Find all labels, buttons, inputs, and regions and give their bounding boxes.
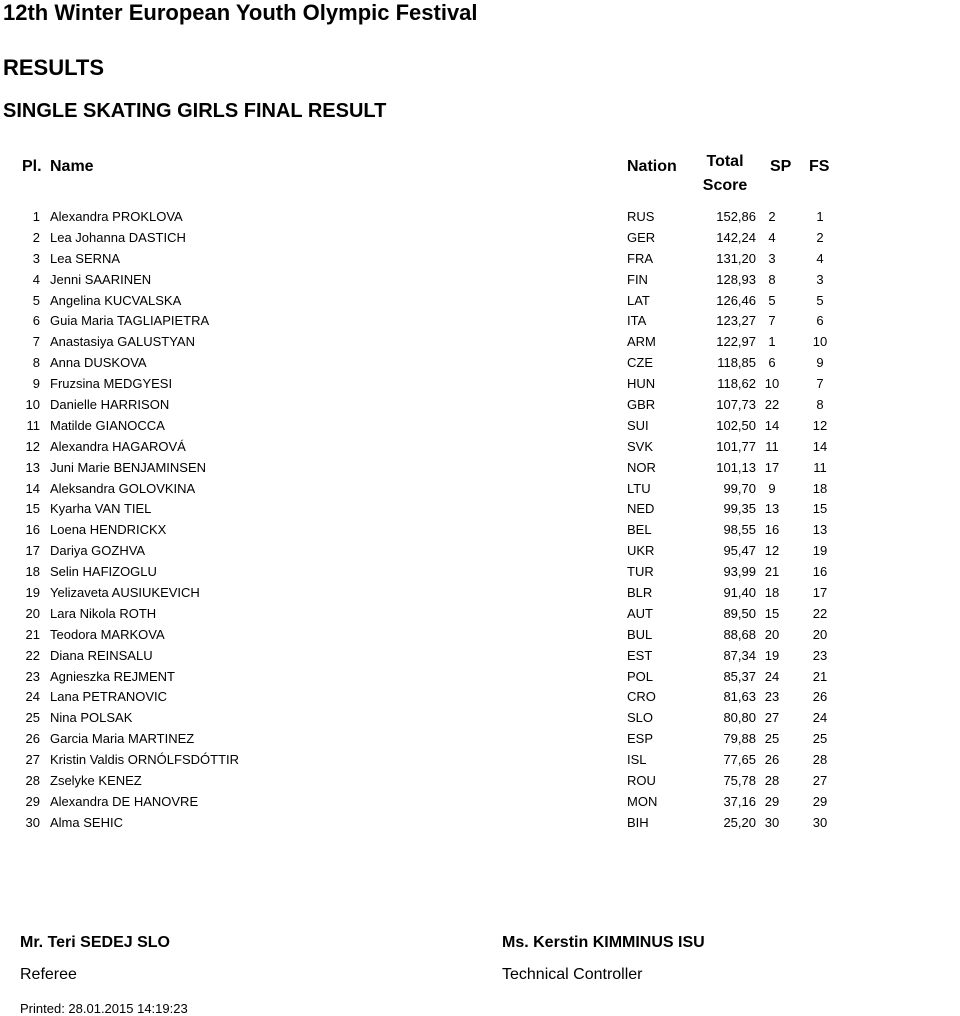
row-fs-rank: 7: [816, 376, 824, 392]
row-name: Fruzsina MEDGYESI: [50, 376, 173, 392]
row-nation: BIH: [627, 814, 649, 830]
row-sp-rank: 6: [768, 355, 776, 371]
row-total-score: 107,73: [716, 397, 756, 413]
referee-role: Referee: [20, 966, 77, 983]
row-place: 7: [32, 334, 40, 350]
row-nation: ARM: [627, 334, 656, 350]
technical-controller-name: Ms. Kerstin KIMMINUS ISU: [502, 934, 705, 951]
row-total-score: 88,68: [723, 626, 756, 642]
row-place: 9: [32, 376, 40, 392]
row-place: 20: [25, 605, 40, 621]
row-fs-rank: 26: [812, 689, 828, 705]
row-total-score: 99,70: [723, 480, 756, 496]
row-nation: LAT: [627, 292, 650, 308]
row-nation: ISL: [627, 752, 647, 768]
table-row: [0, 667, 960, 688]
row-nation: HUN: [627, 376, 656, 392]
table-row: [0, 479, 960, 500]
row-name: Diana REINSALU: [50, 647, 153, 663]
row-name: Agnieszka REJMENT: [50, 668, 175, 684]
row-fs-rank: 22: [812, 605, 828, 621]
col-header-fs: FS: [809, 158, 830, 175]
row-sp-rank: 14: [764, 417, 780, 433]
table-row: [0, 646, 960, 667]
table-row: [0, 562, 960, 583]
row-nation: TUR: [627, 564, 654, 580]
section-title: RESULTS: [3, 55, 105, 80]
row-name: Alexandra DE HANOVRE: [50, 793, 199, 809]
referee-name: Mr. Teri SEDEJ SLO: [20, 934, 170, 951]
col-header-sp: SP: [770, 158, 792, 175]
row-nation: CZE: [627, 355, 653, 371]
row-total-score: 126,46: [716, 292, 756, 308]
row-sp-rank: 5: [768, 292, 776, 308]
row-name: Lea SERNA: [50, 250, 121, 266]
row-place: 15: [25, 501, 40, 517]
row-nation: AUT: [627, 605, 653, 621]
row-name: Loena HENDRICKX: [50, 522, 167, 538]
row-place: 22: [25, 647, 40, 663]
row-fs-rank: 8: [816, 397, 824, 413]
row-sp-rank: 22: [764, 397, 780, 413]
table-row: [0, 207, 960, 228]
row-name: Lea Johanna DASTICH: [50, 229, 186, 245]
row-fs-rank: 17: [812, 585, 828, 601]
row-fs-rank: 4: [816, 250, 824, 266]
table-row: [0, 499, 960, 520]
row-nation: GBR: [627, 397, 656, 413]
row-nation: ESP: [627, 731, 654, 747]
row-name: Nina POLSAK: [50, 710, 133, 726]
row-nation: RUS: [627, 209, 655, 224]
row-fs-rank: 10: [812, 334, 828, 350]
table-row: [0, 270, 960, 291]
row-place: 26: [25, 731, 40, 747]
row-nation: POL: [627, 668, 654, 684]
row-fs-rank: 15: [812, 501, 828, 517]
row-name: Selin HAFIZOGLU: [50, 564, 157, 580]
row-sp-rank: 30: [764, 814, 780, 830]
row-nation: ITA: [627, 313, 647, 329]
row-nation: BLR: [627, 585, 653, 601]
row-name: Matilde GIANOCCA: [50, 417, 165, 433]
row-place: 25: [25, 710, 40, 726]
row-sp-rank: 1: [768, 334, 776, 350]
row-total-score: 87,34: [723, 647, 756, 663]
row-sp-rank: 29: [764, 793, 780, 809]
row-nation: MON: [627, 793, 658, 809]
table-row: [0, 625, 960, 646]
row-nation: GER: [627, 229, 656, 245]
table-row: [0, 332, 960, 353]
row-total-score: 122,97: [716, 334, 756, 350]
row-fs-rank: 29: [812, 793, 828, 809]
row-total-score: 93,99: [723, 564, 756, 580]
row-total-score: 118,85: [717, 355, 756, 371]
row-place: 17: [25, 543, 40, 559]
event-title: 12th Winter European Youth Olympic Festival: [3, 0, 478, 25]
row-sp-rank: 2: [768, 209, 776, 224]
row-place: 29: [25, 793, 40, 809]
row-fs-rank: 14: [812, 438, 828, 454]
table-row: [0, 416, 960, 437]
table-row: [0, 520, 960, 541]
row-total-score: 102,50: [716, 417, 756, 433]
table-row: [0, 395, 960, 416]
row-fs-rank: 16: [812, 564, 828, 580]
row-nation: NED: [627, 501, 655, 517]
row-place: 21: [25, 626, 40, 642]
col-header-total-score: Total Score: [702, 153, 748, 194]
row-total-score: 81,63: [723, 689, 756, 705]
row-total-score: 128,93: [716, 271, 756, 287]
row-place: 2: [32, 229, 40, 245]
row-name: Jenni SAARINEN: [50, 271, 152, 287]
row-place: 19: [25, 585, 40, 601]
row-name: Yelizaveta AUSIUKEVICH: [50, 585, 200, 601]
row-sp-rank: 21: [764, 564, 780, 580]
row-total-score: 80,80: [723, 710, 756, 726]
row-fs-rank: 3: [816, 271, 824, 287]
row-total-score: 91,40: [723, 585, 756, 601]
results-table-body: [0, 207, 960, 834]
row-total-score: 101,13: [716, 459, 756, 475]
table-row: [0, 437, 960, 458]
row-fs-rank: 18: [812, 480, 828, 496]
row-name: Alma SEHIC: [50, 814, 123, 830]
row-name: Dariya GOZHVA: [50, 543, 146, 559]
row-place: 27: [25, 752, 40, 768]
row-name: Guia Maria TAGLIAPIETRA: [50, 313, 210, 329]
row-sp-rank: 18: [764, 585, 780, 601]
category-title: SINGLE SKATING GIRLS FINAL RESULT: [3, 100, 387, 122]
row-sp-rank: 7: [768, 313, 776, 329]
row-nation: EST: [627, 647, 653, 663]
row-place: 10: [25, 397, 40, 413]
row-total-score: 118,62: [717, 376, 756, 392]
row-fs-rank: 5: [816, 292, 824, 308]
row-name: Zselyke KENEZ: [50, 773, 142, 789]
row-total-score: 131,20: [716, 250, 756, 266]
row-sp-rank: 15: [764, 605, 780, 621]
row-place: 24: [25, 689, 40, 705]
row-sp-rank: 20: [764, 626, 780, 642]
row-sp-rank: 13: [764, 501, 780, 517]
table-row: [0, 291, 960, 312]
row-total-score: 37,16: [723, 793, 756, 809]
row-nation: SVK: [627, 438, 654, 454]
row-name: Juni Marie BENJAMINSEN: [50, 459, 207, 475]
row-place: 18: [25, 564, 40, 580]
row-fs-rank: 13: [812, 522, 828, 538]
row-fs-rank: 21: [812, 668, 828, 684]
row-place: 30: [25, 814, 40, 830]
table-row: [0, 583, 960, 604]
row-nation: NOR: [627, 459, 656, 475]
table-row: [0, 729, 960, 750]
table-row: [0, 771, 960, 792]
row-name: Kyarha VAN TIEL: [50, 501, 152, 517]
printed-timestamp: Printed: 28.01.2015 14:19:23: [20, 1001, 188, 1016]
table-row: [0, 708, 960, 729]
row-nation: ROU: [627, 773, 656, 789]
row-name: Garcia Maria MARTINEZ: [50, 731, 195, 747]
table-row: [0, 604, 960, 625]
row-sp-rank: 4: [768, 229, 776, 245]
row-place: 11: [26, 417, 40, 433]
row-sp-rank: 26: [764, 752, 780, 768]
row-fs-rank: 2: [816, 229, 824, 245]
row-total-score: 25,20: [723, 814, 756, 830]
row-total-score: 101,77: [716, 438, 756, 454]
row-sp-rank: 12: [764, 543, 780, 559]
row-sp-rank: 27: [764, 710, 780, 726]
row-fs-rank: 23: [812, 647, 828, 663]
row-name: Alexandra HAGAROVÁ: [50, 438, 186, 454]
table-row: [0, 813, 960, 834]
row-place: 8: [32, 355, 40, 371]
col-header-nation: Nation: [627, 158, 677, 175]
row-fs-rank: 25: [812, 731, 828, 747]
table-row: [0, 541, 960, 562]
row-sp-rank: 8: [768, 271, 776, 287]
row-nation: BEL: [627, 522, 652, 538]
row-fs-rank: 28: [812, 752, 828, 768]
row-fs-rank: 30: [812, 814, 828, 830]
row-total-score: 98,55: [723, 522, 756, 538]
row-nation: BUL: [627, 626, 653, 642]
table-row: [0, 458, 960, 479]
row-nation: SLO: [627, 710, 654, 726]
row-name: Anna DUSKOVA: [50, 355, 147, 371]
row-sp-rank: 28: [764, 773, 780, 789]
row-nation: LTU: [627, 480, 651, 496]
row-place: 23: [25, 668, 40, 684]
row-nation: UKR: [627, 543, 655, 559]
table-row: [0, 687, 960, 708]
table-row: [0, 750, 960, 771]
row-fs-rank: 1: [816, 209, 824, 224]
table-row: [0, 353, 960, 374]
row-sp-rank: 17: [764, 459, 780, 475]
row-nation: SUI: [627, 417, 649, 433]
row-place: 6: [32, 313, 40, 329]
technical-controller-role: Technical Controller: [502, 966, 643, 983]
row-name: Anastasiya GALUSTYAN: [50, 334, 195, 350]
row-fs-rank: 11: [813, 459, 827, 475]
row-place: 1: [32, 209, 40, 224]
table-row: [0, 249, 960, 270]
row-name: Danielle HARRISON: [50, 397, 170, 413]
row-total-score: 85,37: [723, 668, 756, 684]
row-fs-rank: 24: [812, 710, 828, 726]
row-place: 16: [25, 522, 40, 538]
row-total-score: 79,88: [723, 731, 756, 747]
row-fs-rank: 27: [812, 773, 828, 789]
table-row: [0, 228, 960, 249]
row-fs-rank: 20: [812, 626, 828, 642]
row-place: 4: [32, 271, 40, 287]
row-total-score: 77,65: [723, 752, 756, 768]
row-total-score: 142,24: [716, 229, 756, 245]
row-total-score: 152,86: [716, 209, 756, 224]
row-total-score: 99,35: [723, 501, 756, 517]
table-row: [0, 374, 960, 395]
row-name: Lana PETRANOVIC: [50, 689, 168, 705]
row-fs-rank: 9: [816, 355, 824, 371]
row-total-score: 95,47: [723, 543, 756, 559]
row-name: Aleksandra GOLOVKINA: [50, 480, 196, 496]
row-sp-rank: 24: [764, 668, 780, 684]
row-place: 12: [25, 438, 40, 454]
row-nation: FRA: [627, 250, 653, 266]
row-total-score: 123,27: [716, 313, 756, 329]
row-name: Lara Nikola ROTH: [50, 605, 157, 621]
row-sp-rank: 16: [764, 522, 780, 538]
row-place: 3: [32, 250, 40, 266]
row-place: 28: [25, 773, 40, 789]
row-sp-rank: 3: [768, 250, 776, 266]
row-sp-rank: 11: [765, 438, 779, 454]
row-name: Alexandra PROKLOVA: [50, 209, 183, 224]
row-total-score: 89,50: [723, 605, 756, 621]
row-place: 13: [25, 459, 40, 475]
row-sp-rank: 9: [768, 480, 776, 496]
row-sp-rank: 25: [764, 731, 780, 747]
row-nation: FIN: [627, 271, 648, 287]
row-fs-rank: 12: [812, 417, 828, 433]
table-row: [0, 311, 960, 332]
row-nation: CRO: [627, 689, 656, 705]
row-fs-rank: 6: [816, 313, 824, 329]
row-name: Kristin Valdis ORNÓLFSDÓTTIR: [50, 752, 240, 768]
row-sp-rank: 19: [764, 647, 780, 663]
row-fs-rank: 19: [812, 543, 828, 559]
row-sp-rank: 23: [764, 689, 780, 705]
col-header-place: Pl.: [22, 158, 42, 175]
row-sp-rank: 10: [764, 376, 780, 392]
col-header-name: Name: [50, 158, 94, 175]
row-place: 5: [32, 292, 40, 308]
row-place: 14: [25, 480, 40, 496]
table-row: [0, 792, 960, 813]
row-name: Teodora MARKOVA: [50, 626, 165, 642]
row-name: Angelina KUCVALSKA: [50, 292, 182, 308]
row-total-score: 75,78: [723, 773, 756, 789]
